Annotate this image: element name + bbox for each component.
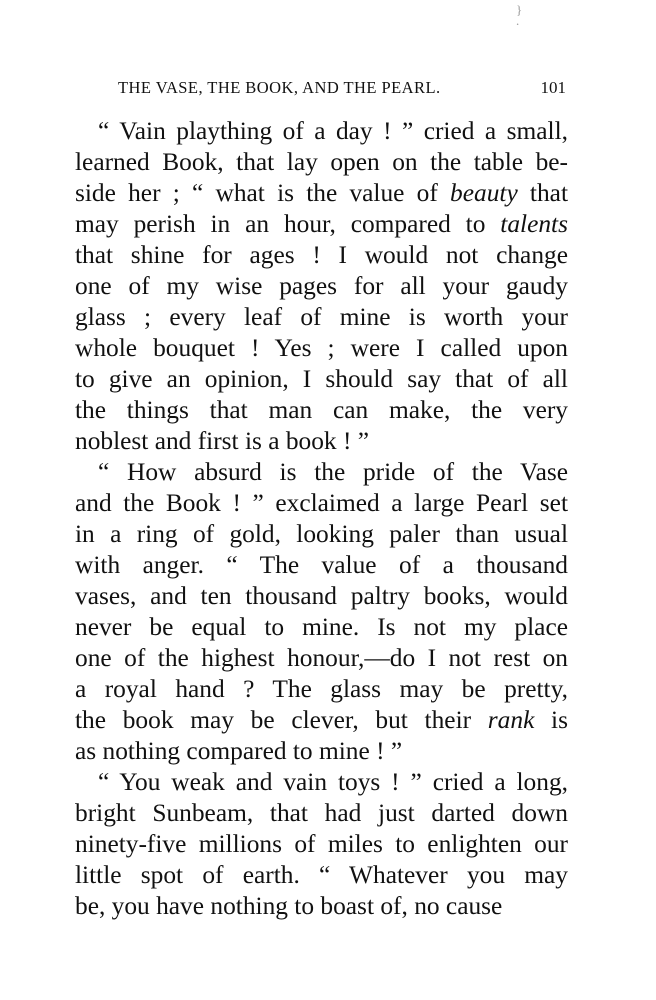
paragraph bbox=[75, 457, 568, 767]
text-line bbox=[75, 209, 568, 240]
page-edge-mark: } . bbox=[516, 2, 523, 28]
body-text bbox=[75, 116, 568, 922]
text-line bbox=[75, 674, 568, 705]
text-run: may perish in an hour, compared to bbox=[75, 210, 501, 238]
text-run: “ Vain plaything of a day ! ” cried a small, bbox=[98, 117, 568, 145]
text-run: one of my wise pages for all your gaudy bbox=[75, 272, 568, 300]
text-run: and the Book ! ” exclaimed a large Pearl set bbox=[75, 489, 568, 517]
text-line bbox=[75, 457, 568, 488]
text-run: bright Sunbeam, that had just darted down bbox=[75, 799, 568, 827]
text-line bbox=[75, 643, 568, 674]
text-run: “ You weak and vain toys ! ” cried a long, bbox=[98, 768, 568, 796]
text-line bbox=[75, 147, 568, 178]
text-run: in a ring of gold, looking paler than usual bbox=[75, 520, 568, 548]
italic-text: beauty bbox=[450, 179, 518, 207]
text-line bbox=[75, 860, 568, 891]
running-title: THE VASE, THE BOOK, AND THE PEARL. bbox=[118, 78, 441, 97]
text-run: side her ; “ what is the value of bbox=[75, 179, 451, 207]
text-run: never be equal to mine. Is not my place bbox=[75, 613, 568, 641]
text-run: noblest and first is a book ! ” bbox=[75, 427, 370, 455]
text-line bbox=[75, 116, 568, 147]
text-line bbox=[75, 302, 568, 333]
text-run: the things that man can make, the very bbox=[75, 396, 568, 424]
paragraph bbox=[75, 767, 568, 922]
text-run: “ How absurd is the pride of the Vase bbox=[98, 458, 568, 486]
text-line bbox=[75, 395, 568, 426]
text-line bbox=[75, 550, 568, 581]
text-line bbox=[75, 705, 568, 736]
text-line bbox=[75, 767, 568, 798]
text-line bbox=[75, 736, 568, 767]
text-run: ninety-five millions of miles to enlighten our bbox=[75, 830, 568, 858]
text-run: learned Book, that lay open on the table be- bbox=[75, 148, 568, 176]
text-line bbox=[75, 488, 568, 519]
text-run: that shine for ages ! I would not change bbox=[75, 241, 568, 269]
text-run: a royal hand ? The glass may be pretty, bbox=[75, 675, 568, 703]
text-line bbox=[75, 364, 568, 395]
text-run: whole bouquet ! Yes ; were I called upon bbox=[75, 334, 568, 362]
text-run: vases, and ten thousand paltry books, would bbox=[75, 582, 568, 610]
text-line bbox=[75, 519, 568, 550]
text-line bbox=[75, 891, 568, 922]
text-run: as nothing compared to mine ! ” bbox=[75, 737, 403, 765]
text-line bbox=[75, 426, 568, 457]
text-run: glass ; every leaf of mine is worth your bbox=[75, 303, 568, 331]
text-line bbox=[75, 798, 568, 829]
text-run: is bbox=[534, 706, 568, 734]
text-line bbox=[75, 271, 568, 302]
text-line bbox=[75, 829, 568, 860]
text-line bbox=[75, 178, 568, 209]
text-run: to give an opinion, I should say that of all bbox=[75, 365, 568, 393]
paragraph bbox=[75, 116, 568, 457]
text-run: little spot of earth. “ Whatever you may bbox=[75, 861, 568, 889]
text-run: that bbox=[517, 179, 569, 207]
page-number: 101 bbox=[540, 78, 566, 97]
italic-text: rank bbox=[487, 706, 535, 734]
text-run: with anger. “ The value of a thousand bbox=[75, 551, 568, 579]
text-line bbox=[75, 333, 568, 364]
text-run: be, you have nothing to boast of, no cause bbox=[75, 892, 503, 920]
text-line bbox=[75, 581, 568, 612]
italic-text: talents bbox=[500, 210, 568, 238]
running-head bbox=[118, 78, 566, 100]
text-line bbox=[75, 240, 568, 271]
text-run: the book may be clever, but their bbox=[75, 706, 488, 734]
text-line bbox=[75, 612, 568, 643]
text-run: one of the highest honour,—do I not rest on bbox=[75, 644, 568, 672]
